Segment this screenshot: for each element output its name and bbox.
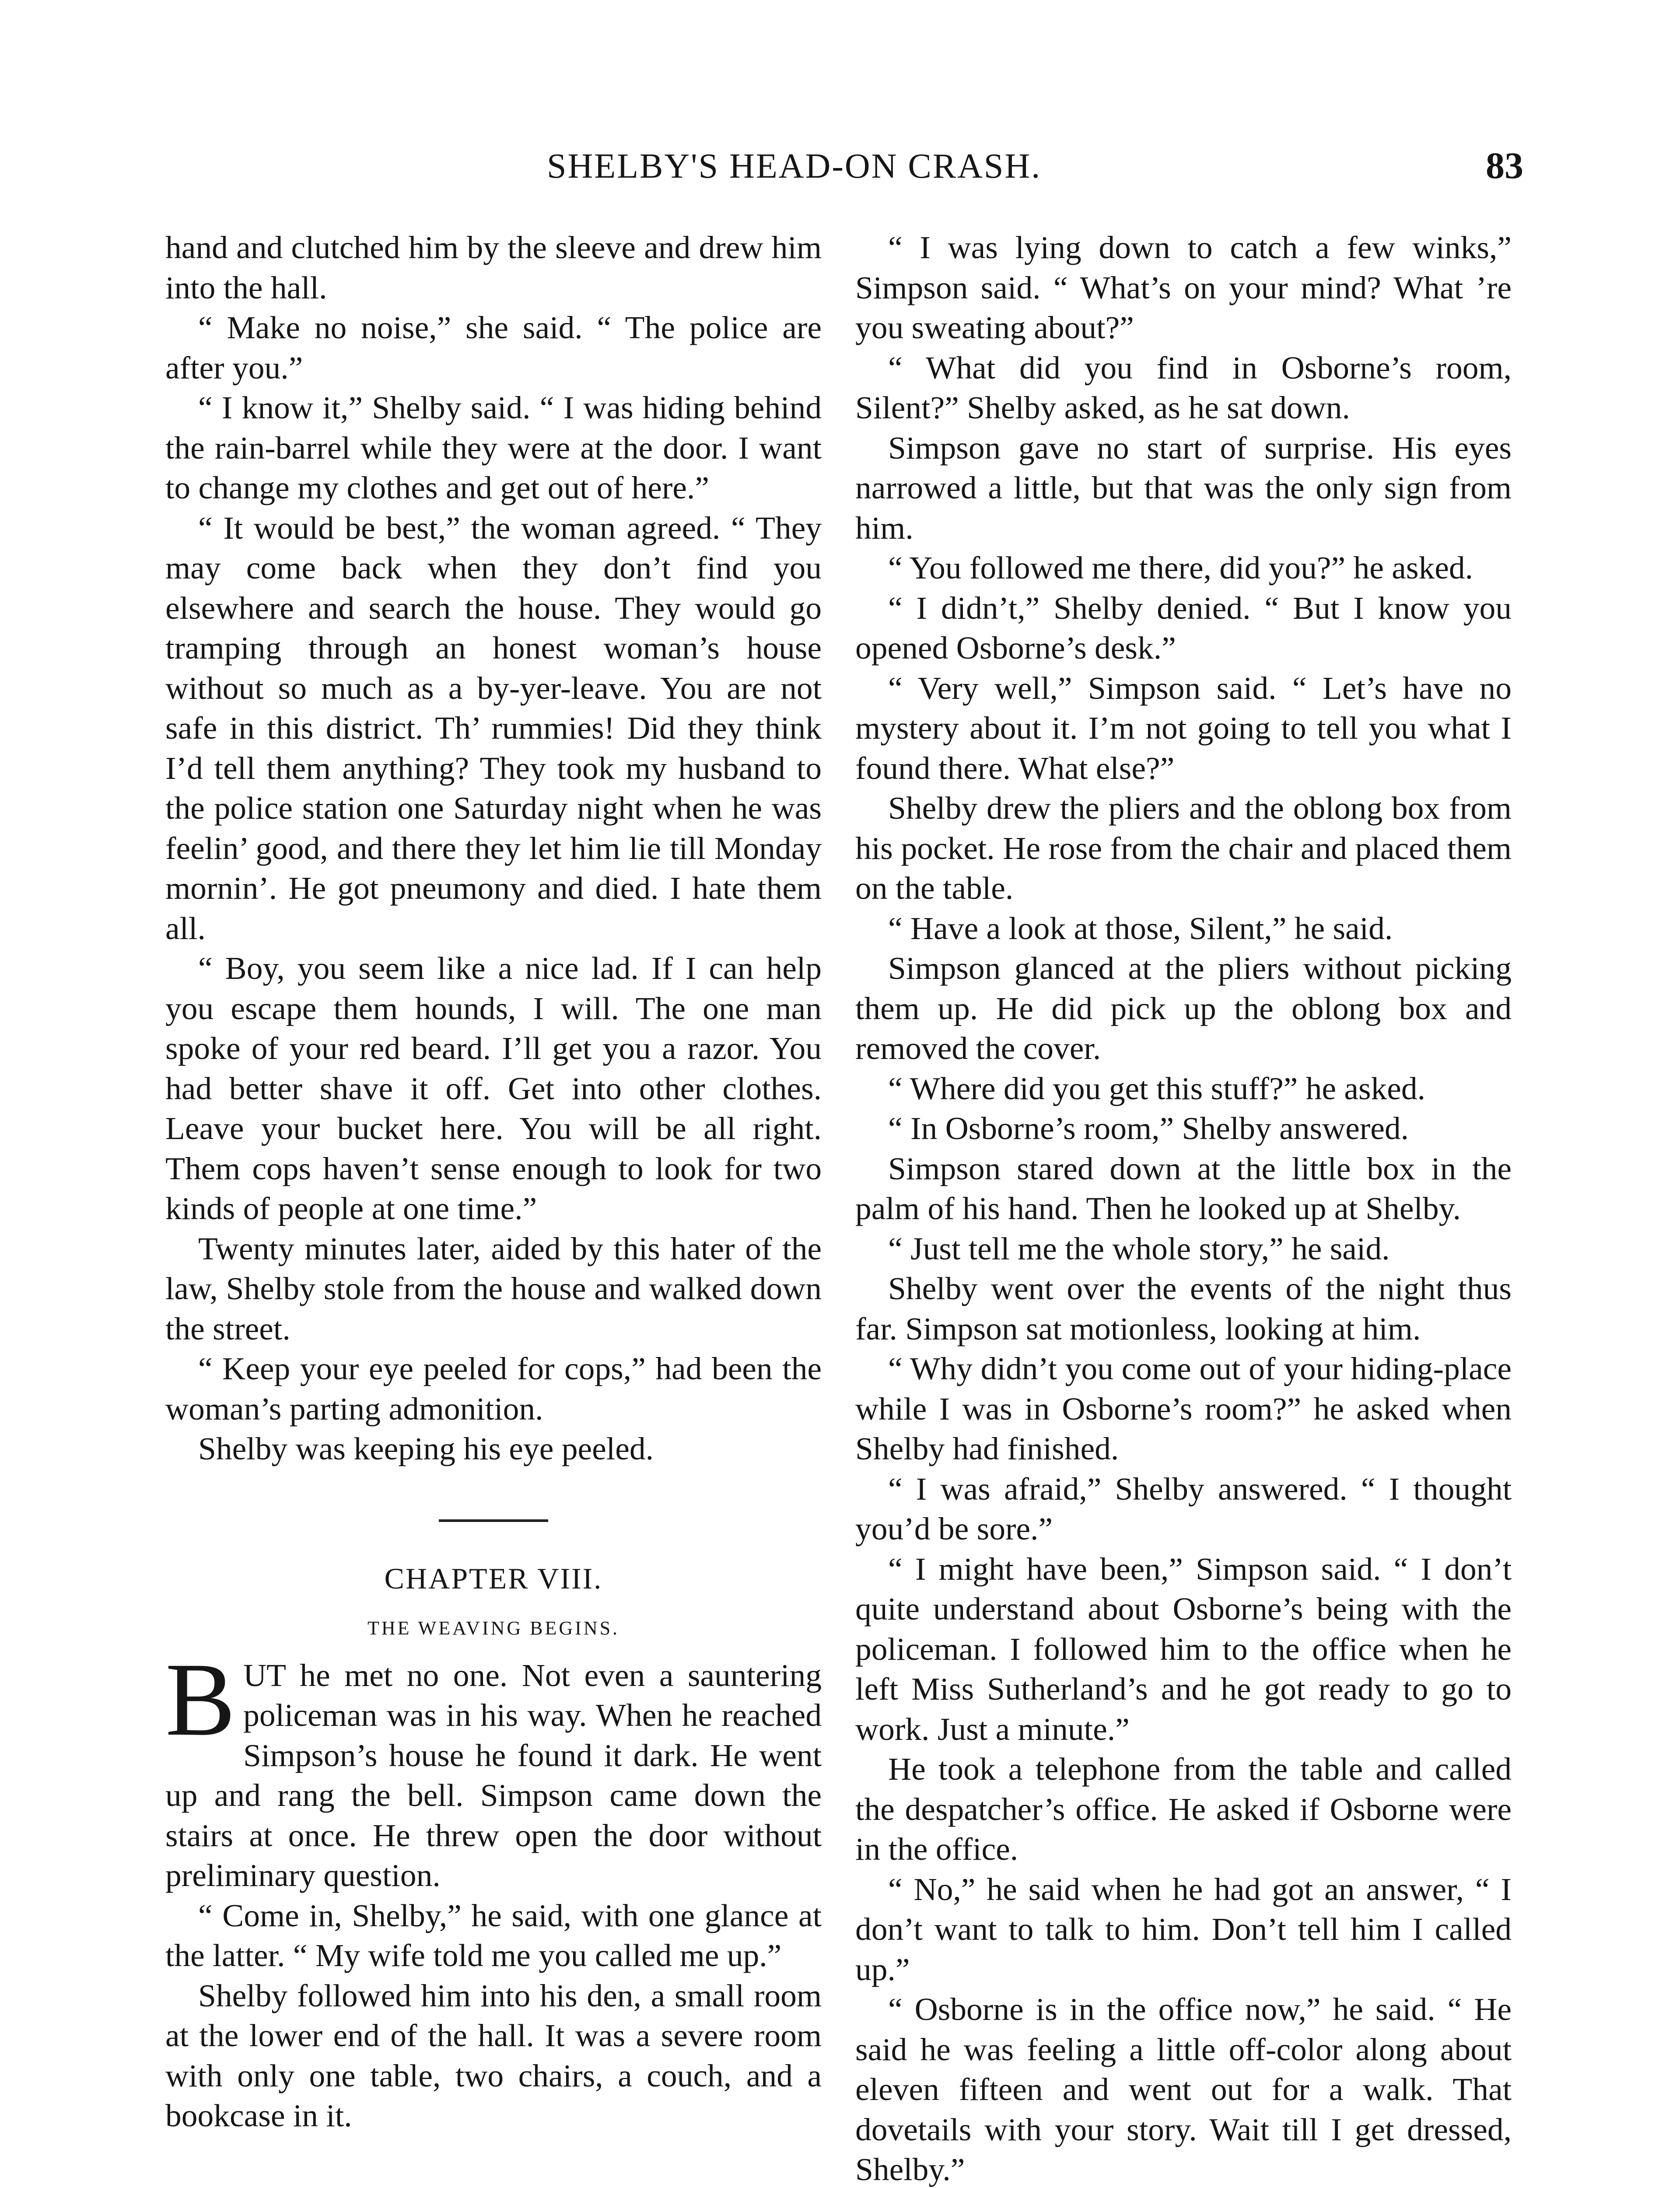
paragraph: “ Very well,” Simpson said. “ Let’s have no mystery about it. I’m not going to tell you what I found there. What else?” [855, 670, 1512, 786]
paragraph: “ Just tell me the whole story,” he said. [888, 1231, 1390, 1266]
paragraph: “ No,” he said when he had got an answer, “ I don’t want to talk to him. Don’t tell him I called up.” [855, 1871, 1512, 1987]
paragraph: “ Boy, you seem like a nice lad. If I can help you escape them hounds, I will. The one man spoke of your red beard. I’ll get you a razor. You had better shave it off. Get into other clothes. Leave your bucket here. You will be all right. Them cops haven’t sense enough to look for two kinds of people at one time.” [165, 950, 822, 1226]
paragraph: hand and clutched him by the sleeve and drew him into the hall. [165, 230, 822, 305]
paragraph: Shelby drew the pliers and the oblong box from his pocket. He rose from the chair and placed them on the table. [855, 790, 1512, 906]
paragraph: “ I didn’t,” Shelby denied. “ But I know you opened Osborne’s desk.” [855, 590, 1512, 666]
paragraph: “ Where did you get this stuff?” he asked. [888, 1070, 1426, 1106]
drop-cap: B [165, 1641, 236, 1757]
chapter-title: CHAPTER VIII. [384, 1561, 603, 1595]
paragraph: “ Keep your eye peeled for cops,” had been the woman’s parting admonition. [165, 1351, 822, 1427]
paragraph: “ I might have been,” Simpson said. “ I don’t quite understand about Osborne’s being with the policeman. I followed him to the office when he left Miss Sutherland’s and he got ready to go to work. Just a minute.” [855, 1551, 1512, 1747]
right-column [855, 228, 1512, 2188]
paragraph: He took a telephone from the table and called the despatcher’s office. He asked if Osborne were in the office. [855, 1751, 1512, 1867]
paragraph: “ I know it,” Shelby said. “ I was hiding behind the rain-barrel while they were at the door. I want to change my clothes and get out of here.” [165, 390, 822, 505]
paragraph: Shelby was keeping his eye peeled. [198, 1431, 654, 1466]
paragraph: “ What did you find in Osborne’s room, Silent?” Shelby asked, as he sat down. [855, 350, 1512, 425]
opening-text: UT he met no one. Not even a sauntering policeman was in his way. When he reached Simpson’s house he found it dark. He went up and rang the bell. Simpson came down the stairs at once. He threw open the door without preliminary question. [165, 1657, 822, 1893]
paragraph: Simpson gave no start of surprise. His eyes narrowed a little, but that was the only sign from him. [855, 430, 1512, 546]
paragraph: “ Have a look at those, Silent,” he said. [888, 910, 1393, 946]
section-divider [439, 1519, 548, 1522]
page-number: 83 [1486, 144, 1523, 186]
paragraph: Shelby followed him into his den, a small room at the lower end of the hall. It was a severe room with only one table, two chairs, a couch, and a bookcase in it. [165, 1978, 822, 2133]
paragraph: “ Osborne is in the office now,” he said. “ He said he was feeling a little off-color along about eleven fifteen and went out for a walk. That dovetails with your story. Wait till I get dressed, Shelby.” [855, 1992, 1512, 2187]
paragraph: “ I was afraid,” Shelby answered. “ I thought you’d be sore.” [855, 1471, 1512, 1546]
chapter-opening-paragraph [165, 1641, 822, 1896]
paragraph: “ I was lying down to catch a few winks,” Simpson said. “ What’s on your mind? What ’re you sweating about?” [855, 230, 1512, 345]
paragraph: “ Why didn’t you come out of your hiding-place while I was in Osborne’s room?” he asked when Shelby had finished. [855, 1351, 1512, 1466]
paragraph: Simpson glanced at the pliers without picking them up. He did pick up the oblong box and removed the cover. [855, 950, 1512, 1066]
paragraph: Shelby went over the events of the night thus far. Simpson sat motionless, looking at him. [855, 1271, 1512, 1346]
running-head: SHELBY'S HEAD-ON CRASH. [547, 147, 1042, 186]
paragraph: “ It would be best,” the woman agreed. “ They may come back when they don’t find you elsewhere and search the house. They would go tramping through an honest woman’s house without so much as a by-yer-leave. You are not safe in this district. Th’ rummies! Did they think I’d tell them anything? They took my husband to the police station one Saturday night when he was feelin’ good, and there they let him lie till Monday mornin’. He got pneumony and died. I hate them all. [165, 510, 822, 946]
paragraph: “ Come in, Shelby,” he said, with one glance at the latter. “ My wife told me you called me up.” [165, 1897, 822, 1973]
chapter-subtitle: THE WEAVING BEGINS. [367, 1617, 620, 1639]
paragraph: “ In Osborne’s room,” Shelby answered. [888, 1111, 1409, 1146]
paragraph: Simpson stared down at the little box in the palm of his hand. Then he looked up at Shelby. [855, 1150, 1512, 1226]
paragraph: “ Make no noise,” she said. “ The police are after you.” [165, 310, 822, 386]
left-column [165, 228, 822, 2136]
paragraph: Twenty minutes later, aided by this hater of the law, Shelby stole from the house and walked down the street. [165, 1231, 822, 1346]
paragraph: “ You followed me there, did you?” he asked. [888, 550, 1473, 586]
